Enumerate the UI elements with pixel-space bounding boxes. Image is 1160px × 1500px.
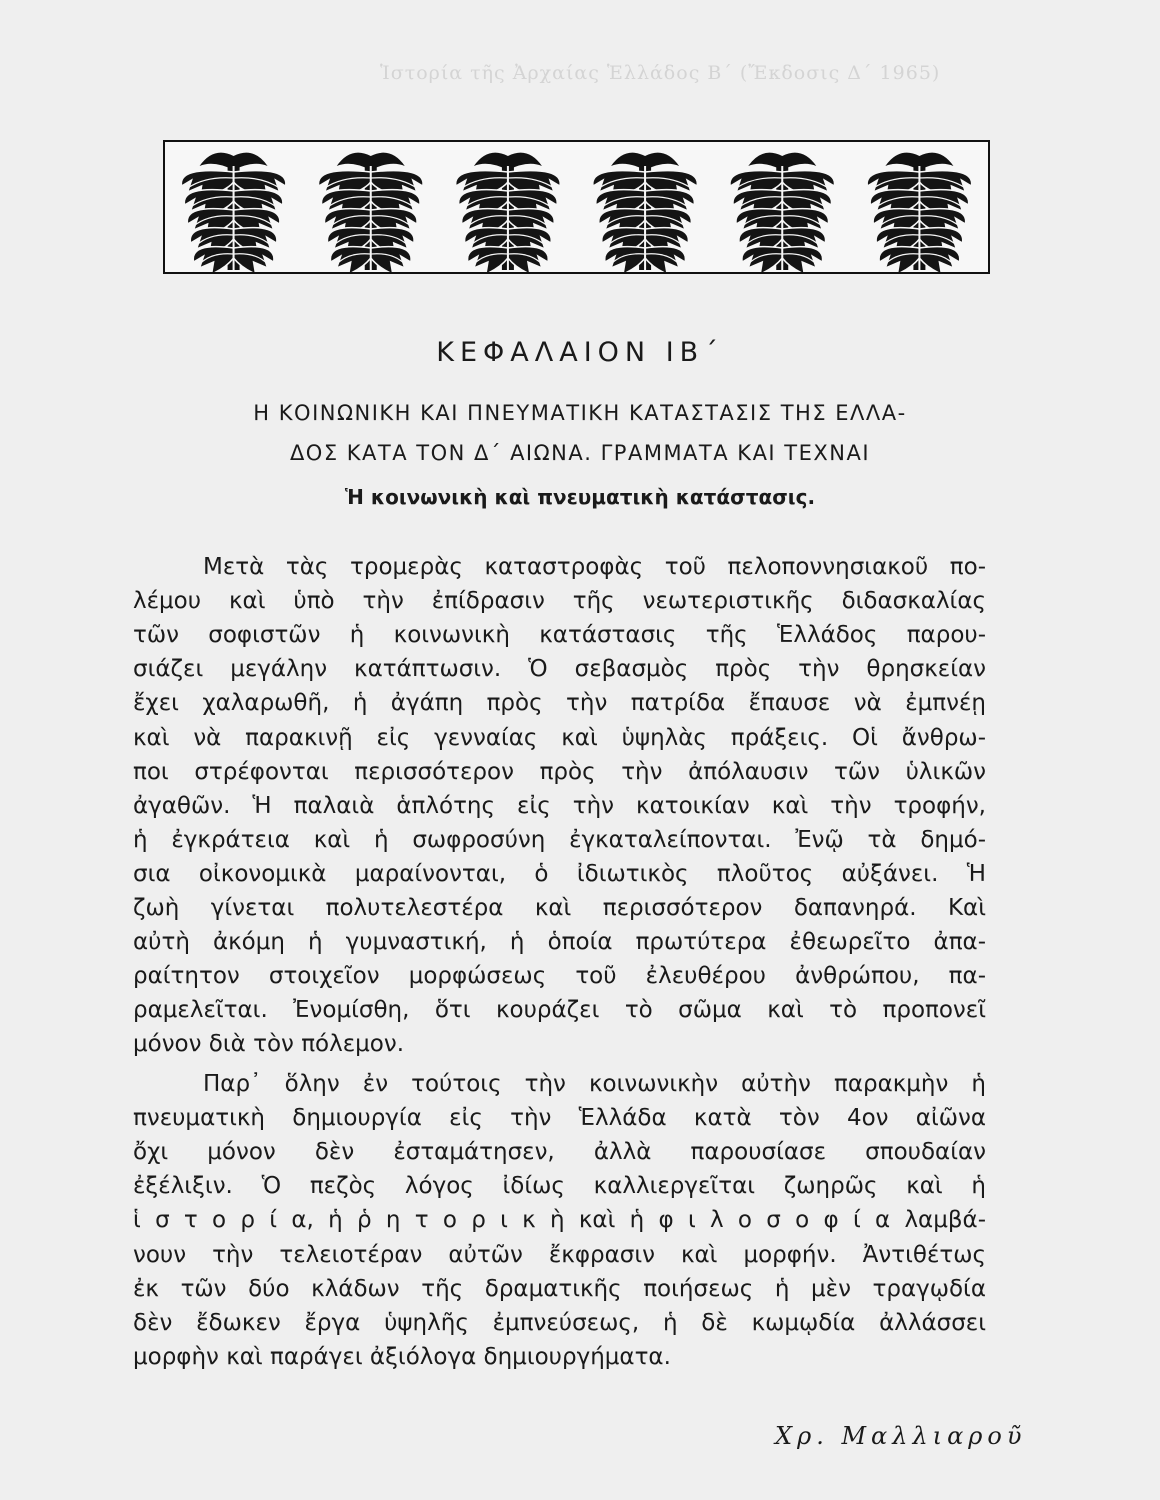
section-title: Ἡ κοινωνικὴ καὶ πνευματικὴ κατάστασις. xyxy=(344,485,816,509)
chapter-subtitle-line-1: Η ΚΟΙΝΩΝΙΚΗ ΚΑΙ ΠΝΕΥΜΑΤΙΚΗ ΚΑΤΑΣΤΑΣΙΣ ΤΗΣ ΕΛΛΑ- xyxy=(253,401,907,425)
paragraph-2-line: πνευματικὴ δημιουργία εἰς τὴν Ἑλλάδα κατὰ τὸν 4ον αἰῶνα xyxy=(133,1105,986,1132)
paragraph-1-line: μόνον διὰ τὸν πόλεμον. xyxy=(133,1031,405,1058)
paragraph-2-line: ἱ σ τ ο ρ ί α, ἡ ῥ η τ ο ρ ι κ ὴ καὶ ἡ φ ι λ ο σ ο φ ί α λαμβά- xyxy=(133,1207,986,1234)
paragraph-2-line: ἐξέλιξιν. Ὁ πεζὸς λόγος ἰδίως καλλιεργεῖται ζωηρῶς καὶ ἡ xyxy=(133,1173,986,1200)
paragraph-1-line: τῶν σοφιστῶν ἡ κοινωνικὴ κατάστασις τῆς Ἑλλάδος παρου- xyxy=(133,622,986,649)
paragraph-2-line: ὄχι μόνον δὲν ἐσταμάτησεν, ἀλλὰ παρουσίασε σπουδαίαν xyxy=(133,1139,986,1166)
paragraph-1-line: ἡ ἐγκράτεια καὶ ἡ σωφροσύνη ἐγκαταλείπονται. Ἐνῷ τὰ δημό- xyxy=(133,826,986,853)
paragraph-1-line: ζωὴ γίνεται πολυτελεστέρα καὶ περισσότερον δαπανηρά. Καὶ xyxy=(133,895,986,921)
paragraph-2-line: νουν τὴν τελειοτέραν αὐτῶν ἔκφρασιν καὶ μορφήν. Ἀντιθέτως xyxy=(133,1241,986,1268)
acanthus-leaf-icon xyxy=(456,153,561,272)
paragraph-1-line: ραίτητον στοιχεῖον μορφώσεως τοῦ ἐλευθέρου ἀνθρώπου, πα- xyxy=(133,963,986,990)
paragraph-1-line: ποι στρέφονται περισσότερον πρὸς τὴν ἀπόλαυσιν τῶν ὑλικῶν xyxy=(133,758,986,785)
paragraph-1-line: ραμελεῖται. Ἐνομίσθη, ὅτι κουράζει τὸ σῶμα καὶ τὸ προπονεῖ xyxy=(133,997,986,1024)
paragraph-1-line: αὐτὴ ἀκόμη ἡ γυμναστική, ἡ ὁποία πρωτύτερα ἐθεωρεῖτο ἀπα- xyxy=(133,929,986,956)
acanthus-leaf-icon xyxy=(867,153,972,272)
paragraph-1-line: σιάζει μεγάλην κατάπτωσιν. Ὁ σεβασμὸς πρὸς τὴν θρησκείαν xyxy=(133,656,986,683)
chapter-title: ΚΕΦΑΛΑΙΟΝ ΙΒ΄ xyxy=(436,337,724,368)
paragraph-1-line: ἔχει χαλαρωθῆ, ἡ ἀγάπη πρὸς τὴν πατρίδα ἔπαυσε νὰ ἐμπνέῃ xyxy=(133,690,986,717)
chapter-subtitle-line-2: ΔΟΣ ΚΑΤΑ ΤΟΝ Δ΄ ΑΙΩΝΑ. ΓΡΑΜΜΑΤΑ ΚΑΙ ΤΕΧΝΑΙ xyxy=(289,441,871,465)
paragraph-1-line: ἀγαθῶν. Ἡ παλαιὰ ἁπλότης εἰς τὴν κατοικίαν καὶ τὴν τροφήν, xyxy=(133,792,986,819)
paragraph-2-line: ἐκ τῶν δύο κλάδων τῆς δραματικῆς ποιήσεως ἡ μὲν τραγῳδία xyxy=(133,1275,986,1302)
paragraph-1-line: Μετὰ τὰς τρομερὰς καταστροφὰς τοῦ πελοποννησιακοῦ πο- xyxy=(203,554,986,580)
paragraph-2-line: δὲν ἔδωκεν ἔργα ὑψηλῆς ἐμπνεύσεως, ἡ δὲ κωμῳδία ἀλλάσσει xyxy=(133,1309,986,1336)
acanthus-leaf-icon xyxy=(730,153,835,272)
acanthus-leaf-icon xyxy=(318,153,423,272)
paragraph-2-line: Παρ᾽ ὅλην ἐν τούτοις τὴν κοινωνικὴν αὐτὴν παρακμὴν ἡ xyxy=(203,1071,986,1097)
running-head: Ἱστορία τῆς Ἀρχαίας Ἑλλάδος Β΄ (Ἔκδοσις Δ΄ 1965) xyxy=(380,62,941,84)
author-signature: Χρ. Μαλλιαροῦ xyxy=(775,1422,1027,1450)
paragraph-1-line: σια οἰκονομικὰ μαραίνονται, ὁ ἰδιωτικὸς πλοῦτος αὐξάνει. Ἡ xyxy=(133,860,986,887)
acanthus-ornament-frieze xyxy=(163,140,990,274)
acanthus-leaf-icon xyxy=(593,153,698,272)
paragraph-1-line: λέμου καὶ ὑπὸ τὴν ἐπίδρασιν τῆς νεωτεριστικῆς διδασκαλίας xyxy=(133,588,986,615)
paragraph-2-line: μορφὴν καὶ παράγει ἀξιόλογα δημιουργήματα. xyxy=(133,1343,671,1370)
acanthus-leaf-icon-group xyxy=(165,142,988,272)
paragraph-1-line: καὶ νὰ παρακινῇ εἰς γενναίας καὶ ὑψηλὰς πράξεις. Οἱ ἄνθρω- xyxy=(133,724,986,751)
acanthus-leaf-icon xyxy=(181,153,286,272)
